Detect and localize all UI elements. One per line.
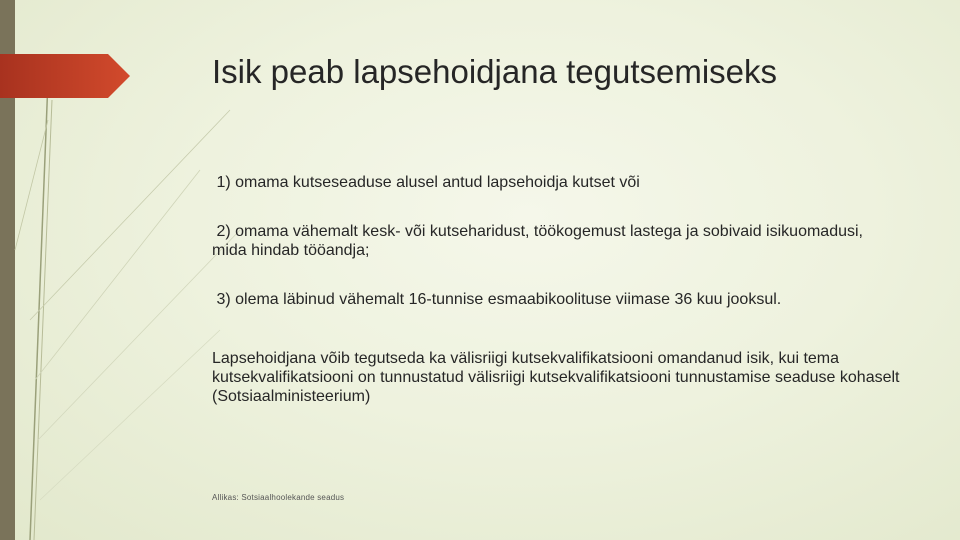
list-item: 1) omama kutseseaduse alusel antud lapsehoidja kutset või	[212, 174, 640, 191]
slide-title: Isik peab lapsehoidjana tegutsemiseks	[212, 53, 778, 90]
source-note: Allikas: Sotsiaalhoolekande seadus	[212, 493, 345, 502]
paragraph: Lapsehoidjana võib tegutseda ka välisriigi kutsekvalifikatsiooni omandanud isik, kui tema kutsekvalifikatsiooni on tunnustatud välisriigi kutsekvalifikatsiooni tunnustamise seaduse kohaselt (Sotsiaalministeerium)	[212, 350, 900, 405]
list-item: 3) olema läbinud vähemalt 16-tunnise esmaabikoolituse viimase 36 kuu jooksul.	[212, 291, 782, 308]
list-item: 2) omama vähemalt kesk- või kutseharidust, töökogemust lastega ja sobivaid isikuomadusi, mida hindab tööandja;	[212, 223, 868, 259]
red-arrow-accent-icon	[0, 54, 130, 98]
